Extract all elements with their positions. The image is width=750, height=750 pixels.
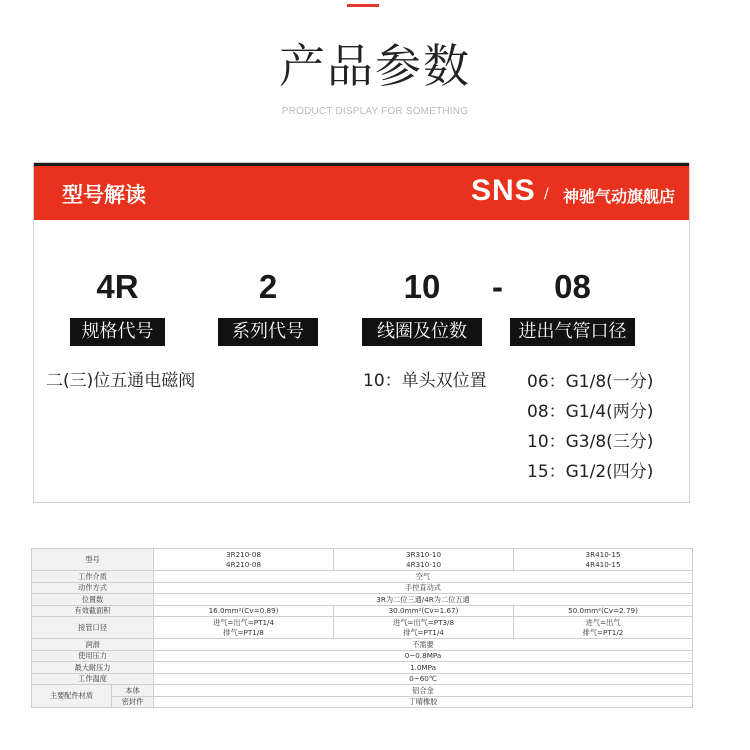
code-coil: 10 [403,268,441,305]
coil-description: 10：单头双位置 [363,371,487,391]
brand-logo: SNS [471,174,536,207]
row-value [154,617,334,639]
model-code: 3R310-10 [406,550,442,559]
material-value: 丁晴橡胶 [154,696,693,708]
port-option: 08：G1/4(两分) [527,402,654,422]
row-value: 手控直动式 [154,582,693,594]
spec-description: 二(三)位五通电磁阀 [46,371,196,391]
row-label: 润滑 [32,639,154,651]
code-spec: 4R [96,268,139,305]
material-part: 本体 [112,685,154,697]
table-row [32,549,693,571]
row-value: 30.0mm²(Cv=1.67) [334,605,514,617]
model-cell [334,549,514,571]
model-code: 3R210-08 [226,550,262,559]
page-title: 产品参数 [279,39,471,93]
row-label: 工作介质 [32,571,154,583]
label-spec: 规格代号 [70,318,165,346]
table-row [32,605,693,617]
code-port: 08 [554,268,591,305]
table-row [32,650,693,662]
store-name: 神驰气动旗舰店 [563,187,676,206]
model-cell [154,549,334,571]
model-code: 4R210-08 [226,559,262,569]
port-exhaust: 排气=PT1/2 [582,627,624,637]
table-row [32,685,693,697]
row-label: 接管口径 [32,617,154,639]
label-series: 系列代号 [218,318,318,346]
port-option: 06：G1/8(一分) [527,372,654,392]
table-row [32,617,693,639]
row-value: 50.0mm²(Cv=2.79) [514,605,693,617]
row-value: 空气 [154,571,693,583]
table-row [32,571,693,583]
table-row [32,639,693,651]
port-option: 10：G3/8(三分) [527,432,654,452]
model-code: 4R410-15 [585,559,621,569]
row-label: 工作温度 [32,673,154,685]
row-label: 使用压力 [32,650,154,662]
row-label: 有效截面积 [32,605,154,617]
material-label: 主要配件材质 [32,685,112,708]
row-value: 1.0MPa [154,662,693,674]
table-row [32,696,693,708]
row-value [514,617,693,639]
card-header [34,163,689,220]
model-cell [514,549,693,571]
row-value: 不需要 [154,639,693,651]
code-series: 2 [258,268,278,305]
material-part: 密封件 [112,696,154,708]
row-value: 16.0mm²(Cv=0.89) [154,605,334,617]
material-value: 铝合金 [154,685,693,697]
code-dash: - [492,268,503,305]
row-label: 位置数 [32,594,154,606]
port-exhaust: 排气=PT1/8 [223,627,264,637]
row-value: 0~60℃ [154,673,693,685]
port-inlet: 进气=出气 [585,618,621,627]
label-port: 进出气管口径 [510,318,635,346]
row-label: 最大耐压力 [32,662,154,674]
table-row [32,673,693,685]
model-code: 3R410-15 [585,550,621,559]
model-code: 4R310-10 [406,559,442,569]
row-value: 3R为二位三通/4R为二位五通 [154,594,693,606]
spec-table [31,548,693,708]
card-title: 型号解读 [62,183,146,207]
row-value [334,617,514,639]
table-row [32,594,693,606]
brand-separator: / [544,186,549,202]
port-option: 15：G1/2(四分) [527,462,654,482]
row-value: 0~0.8MPa [154,650,693,662]
port-exhaust: 排气=PT1/4 [403,627,444,637]
label-coil: 线圈及位数 [362,318,482,346]
model-header: 型号 [32,549,154,571]
page-subtitle: PRODUCT DISPLAY FOR SOMETHING [281,106,469,117]
top-accent-bar [347,4,379,7]
table-row [32,662,693,674]
row-label: 动作方式 [32,582,154,594]
port-inlet: 进气=出气=PT1/4 [212,618,275,627]
table-row [32,582,693,594]
port-inlet: 进气=出气=PT3/8 [392,618,455,627]
